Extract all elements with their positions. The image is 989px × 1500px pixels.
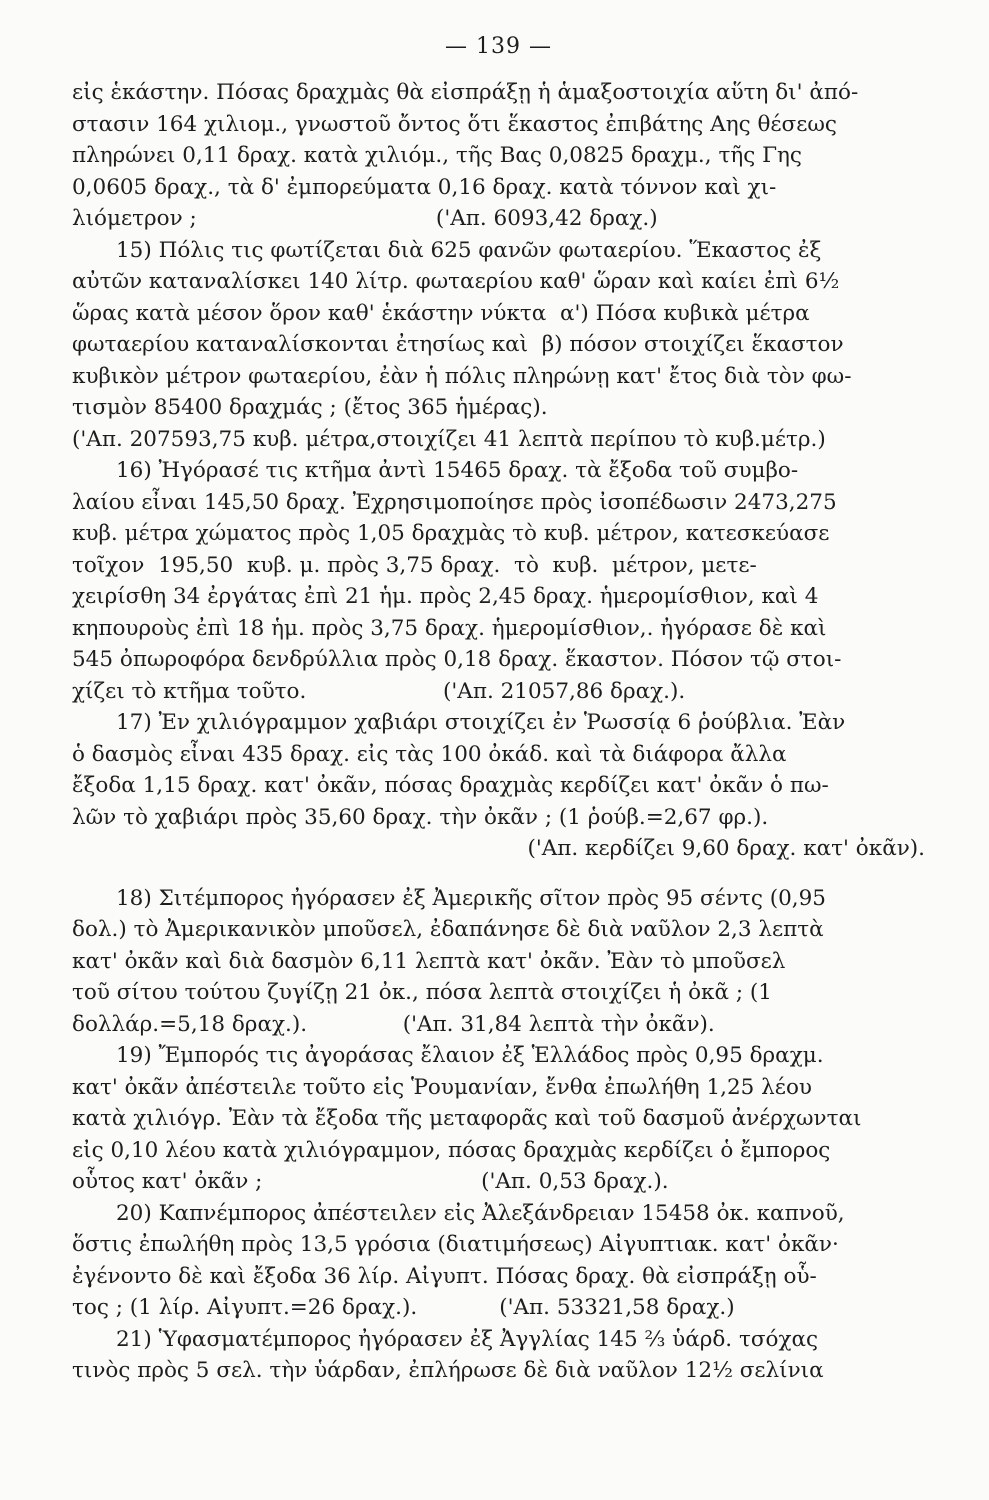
text-line: κηπουροὺς ἐπὶ 18 ἡμ. πρὸς 3,75 δραχ. ἡμερομίσθιον,. ἠγόρασε δὲ καὶ xyxy=(72,615,827,641)
text-line: τοῖχον 195,50 κυβ. μ. πρὸς 3,75 δραχ. τὸ κυβ. μέτρον, μετε- xyxy=(72,552,757,578)
text-line: κατ' ὀκᾶν ἀπέστειλε τοῦτο εἰς Ῥουμανίαν, ἔνθα ἐπωλήθη 1,25 λέου xyxy=(72,1074,812,1100)
text-line: ἐγένοντο δὲ καὶ ἔξοδα 36 λίρ. Αἰγυπτ. Πόσας δραχ. θὰ εἰσπράξῃ οὗ- xyxy=(72,1263,817,1289)
paragraph-gap xyxy=(72,865,925,883)
problem-17-start: 17) Ἐν χιλιόγραμμον χαβιάρι στοιχίζει ἐν Ῥωσσίᾳ 6 ῥούβλια. Ἐὰν xyxy=(116,710,846,735)
text-line: τοῦ σίτου τούτου ζυγίζῃ 21 ὀκ., πόσα λεπτὰ στοιχίζει ἡ ὀκᾶ ; (1 xyxy=(72,980,772,1005)
text-line: τινὸς πρὸς 5 σελ. τὴν ὑάρδαν, ἐπλήρωσε δὲ διὰ ναῦλον 12½ σελίνια xyxy=(72,1358,824,1383)
text-line: 0,0605 δραχ., τὰ δ' ἐμπορεύματα 0,16 δραχ. κατὰ τόννον καὶ χι- xyxy=(72,174,777,200)
text-line: στασιν 164 χιλιομ., γνωστοῦ ὄντος ὅτι ἕκαστος ἐπιβάτης Αης θέσεως xyxy=(72,111,837,137)
text-line: πληρώνει 0,11 δραχ. κατὰ χιλιόμ., τῆς Βας 0,0825 δραχμ., τῆς Γης xyxy=(72,143,802,168)
text-line: λῶν τὸ χαβιάρι πρὸς 35,60 δραχ. τὴν ὀκᾶν ; (1 ῥούβ.=2,67 φρ.). xyxy=(72,804,769,830)
text-line: δολλάρ.=5,18 δραχ.). ('Απ. 31,84 λεπτὰ τὴν ὀκᾶν). xyxy=(72,1011,715,1037)
problems-text xyxy=(72,77,925,1387)
page-number: — 139 — xyxy=(445,34,552,59)
text-line: ὅστις ἐπωλήθη πρὸς 13,5 γρόσια (διατιμήσεως) Αἰγυπτιακ. κατ' ὀκᾶν· xyxy=(72,1232,839,1257)
text-line: χίζει τὸ κτῆμα τοῦτο. ('Απ. 21057,86 δραχ.). xyxy=(72,678,686,704)
text-line: λαίου εἶναι 145,50 δραχ. Ἐχρησιμοποίησε πρὸς ἰσοπέδωσιν 2473,275 xyxy=(72,489,837,515)
text-line: τισμὸν 85400 δραχμάς ; (ἔτος 365 ἡμέρας). xyxy=(72,395,548,420)
text-line: κατὰ χιλιόγρ. Ἐὰν τὰ ἔξοδα τῆς μεταφορᾶς καὶ τοῦ δασμοῦ ἀνέρχωνται xyxy=(72,1106,862,1131)
text-line: κυβ. μέτρα χώματος πρὸς 1,05 δραχμὰς τὸ κυβ. μέτρον, κατεσκεύασε xyxy=(72,521,830,546)
problem-16-start: 16) Ἠγόρασέ τις κτῆμα ἀντὶ 15465 δραχ. τὰ ἔξοδα τοῦ συμβο- xyxy=(116,458,799,483)
answer-line: ('Απ. κερδίζει 9,60 δραχ. κατ' ὀκᾶν). xyxy=(527,836,925,861)
problem-20-start: 20) Καπνέμπορος ἀπέστειλεν εἰς Ἀλεξάνδρειαν 15458 ὀκ. καπνοῦ, xyxy=(116,1200,845,1226)
text-line: αὐτῶν καταναλίσκει 140 λίτρ. φωταερίου καθ' ὥραν καὶ καίει ἐπὶ 6½ xyxy=(72,269,840,294)
text-line: ὥρας κατὰ μέσον ὅρον καθ' ἑκάστην νύκτα α') Πόσα κυβικὰ μέτρα xyxy=(72,300,810,326)
text-line: δολ.) τὸ Ἀμερικανικὸν μποῦσελ, ἐδαπάνησε δὲ διὰ ναῦλον 2,3 λεπτὰ xyxy=(72,917,824,942)
text-line: εἰς 0,10 λέου κατὰ χιλιόγραμμον, πόσας δραχμὰς κερδίζει ὁ ἔμπορος xyxy=(72,1137,831,1163)
problem-19-start: 19) Ἔμπορός τις ἀγοράσας ἔλαιον ἐξ Ἑλλάδος πρὸς 0,95 δραχμ. xyxy=(116,1043,824,1068)
text-line: κυβικὸν μέτρον φωταερίου, ἐὰν ἡ πόλις πληρώνῃ κατ' ἔτος διὰ τὸν φω- xyxy=(72,363,852,389)
text-line: ἔξοδα 1,15 δραχ. κατ' ὀκᾶν, πόσας δραχμὰς κερδίζει κατ' ὀκᾶν ὁ πω- xyxy=(72,773,829,798)
problem-15-start: 15) Πόλις τις φωτίζεται διὰ 625 φανῶν φωταερίου. Ἕκαστος ἐξ xyxy=(116,237,822,263)
text-line: τος ; (1 λίρ. Αἰγυπτ.=26 δραχ.). ('Απ. 53321,58 δραχ.) xyxy=(72,1295,735,1320)
text-line: κατ' ὀκᾶν καὶ διὰ δασμὸν 6,11 λεπτὰ κατ' ὀκᾶν. Ἐὰν τὸ μποῦσελ xyxy=(72,948,786,974)
text-line: εἰς ἑκάστην. Πόσας δραχμὰς θὰ εἰσπράξῃ ἡ ἁμαξοστοιχία αὕτη δι' ἀπό- xyxy=(72,80,859,105)
text-line: 545 ὀπωροφόρα δενδρύλλια πρὸς 0,18 δραχ. ἕκαστον. Πόσον τῷ στοι- xyxy=(72,647,842,672)
text-line: ὁ δασμὸς εἶναι 435 δραχ. εἰς τὰς 100 ὀκάδ. καὶ τὰ διάφορα ἄλλα xyxy=(72,741,787,767)
text-line: φωταερίου καταναλίσκονται ἐτησίως καὶ β) πόσον στοιχίζει ἕκαστον xyxy=(72,332,844,357)
text-line: λιόμετρον ; ('Απ. 6093,42 δραχ.) xyxy=(72,206,658,231)
problem-21-start: 21) Ὑφασματέμπορος ἠγόρασεν ἐξ Ἀγγλίας 145 ⅔ ὑάρδ. τσόχας xyxy=(116,1326,819,1352)
text-line: οὗτος κατ' ὀκᾶν ; ('Απ. 0,53 δραχ.). xyxy=(72,1169,669,1194)
text-line: χειρίσθη 34 ἐργάτας ἐπὶ 21 ἡμ. πρὸς 2,45 δραχ. ἡμερομίσθιον, καὶ 4 xyxy=(72,584,819,609)
answer-line: ('Απ. 207593,75 κυβ. μέτρα,στοιχίζει 41 λεπτὰ περίπου τὸ κυβ.μέτρ.) xyxy=(72,426,826,452)
problem-18-start: 18) Σιτέμπορος ἠγόρασεν ἐξ Ἀμερικῆς σῖτον πρὸς 95 σέντς (0,95 xyxy=(116,885,826,911)
